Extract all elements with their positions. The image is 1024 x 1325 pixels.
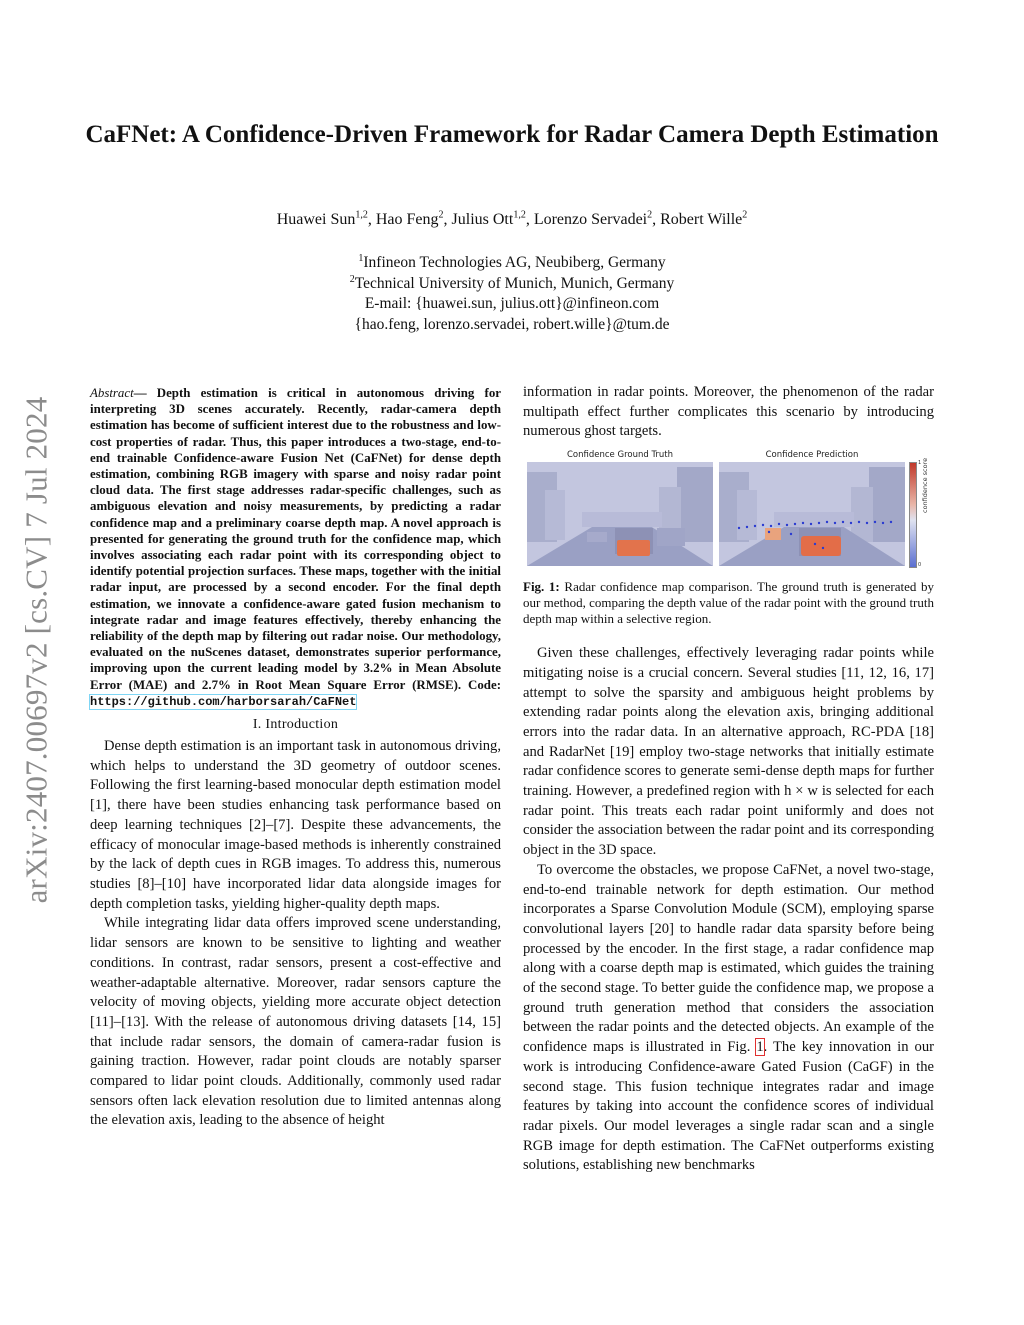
affiliation-text: Technical University of Munich, Munich, Germany: [354, 274, 675, 292]
author-name: Huawei Sun: [276, 211, 356, 228]
affiliation-number: 1: [358, 252, 364, 264]
affiliations-block: [80, 253, 944, 335]
email-line: E-mail: {huawei.sun, julius.ott}@infineon.com: [364, 295, 660, 312]
paragraph: Given these challenges, effectively leveraging radar points while mitigating noise is a crucial concern. Several studies [11, 12, 16, 17] attempt to solve the sparsity and ambiguous height problems by extending radar points along the elevation axis, bringing additional errors into the radar data. In an alternative approach, RC-PDA [18] and RadarNet [19] employ two-stage networks that initially estimate radar confidence scores to generate semi-dense depth maps for further training. However, a predefined region with h × w is selected for each radar point. This treats each radar point uniformly and does not consider the association between the radar point and its corresponding object in the 3D space.: [523, 645, 934, 859]
author-affiliation-mark: 2: [438, 209, 444, 221]
street-scene-ground-truth: [527, 462, 713, 566]
abstract: [90, 385, 501, 710]
author-name: Lorenzo Servadei: [533, 211, 648, 228]
figure-reference-link[interactable]: 1: [756, 1039, 764, 1056]
caption-label: Fig. 1:: [523, 579, 560, 595]
affiliation-text: Infineon Technologies AG, Neubiberg, Germany: [363, 254, 666, 271]
author-affiliation-mark: 2: [647, 209, 653, 221]
affiliation-line: [80, 274, 944, 295]
section-heading: I. Introduction: [252, 717, 339, 733]
caption-text: Radar confidence map comparison. The ground truth is generated by our method, comparing the depth value of the radar point with the ground truth depth map within a selective region.: [523, 579, 934, 627]
abstract-label: Abstract: [90, 386, 134, 400]
author-affiliation-mark: 2: [742, 209, 748, 221]
paragraph-text: To overcome the obstacles, we propose CaFNet, a novel two-stage, end-to-end trainable network for depth estimation. Our method incorporates a Sparse Convolution Module (SCM), employing sparse convolutional layers [20] to handle radar data sparsity before being processed by the encoder. In the first stage, a radar confidence map along with a coarse depth map is estimated, which guides the training of the second stage. To better guide the confidence map, we propose a ground truth generation method that considers the association between the radar points and the detected objects. An example of the confidence maps is illustrated in Fig.: [523, 861, 934, 1056]
introduction-left: [90, 737, 501, 1131]
panel-title-ground-truth: Confidence Ground Truth: [566, 450, 673, 461]
prediction-image: [719, 462, 905, 566]
left-column: [90, 385, 501, 1131]
paragraph: Dense depth estimation is an important task in autonomous driving, which helps to understand the 3D geometry of outdoor scenes. Following the first learning-based monocular depth estimation model [1], there have been studies enhancing task performance based on deep learning techniques [2]–[7]. Despite these advancements, the efficacy of monocular image-based methods is inherently constrained by the lack of depth cues in RGB images. To address this, numerous studies [8]–[10] have incorporated lidar data alongside images for depth completion tasks, yielding higher-quality depth maps.: [90, 738, 501, 912]
colorbar-max-label: 1: [918, 460, 922, 467]
paragraph: While integrating lidar data offers improved scene understanding, lidar sensors are known to be sensitive to lighting and weather conditions. In contrast, radar sensors, present a cost-effective and weather-adaptable alternative. Moreover, radar sensors capture the velocity of moving objects, yielding more accurate object detection [11]–[13]. With the release of autonomous driving datasets [14, 15] that include radar sensors, the domain of camera-radar fusion is gaining traction. However, radar point clouds are notably sparser compared to lidar point clouds. Additionally, commonly used radar sensors often lack elevation resolution due to limited antennas along the elevation axis, leading to the absence of height: [90, 915, 501, 1129]
colorbar-min-label: 0: [918, 562, 922, 569]
colorbar: [909, 462, 917, 568]
ground-truth-image: [527, 462, 713, 566]
street-scene-prediction: [719, 462, 905, 566]
introduction-right-top: [523, 383, 934, 442]
author-name: Hao Feng: [375, 211, 439, 228]
right-column: [523, 383, 934, 1176]
paragraph: [523, 861, 934, 1176]
figure-panels: Confidence Ground Truth Confidence Prediction 1 0 confidence score: [523, 450, 934, 568]
author-affiliation-mark: 1,2: [513, 209, 526, 221]
affiliation-line: [80, 253, 944, 274]
email-line: {hao.feng, lorenzo.servadei, robert.wille}@tum.de: [354, 315, 670, 333]
author-list: Huawei Sun$^{1,2}$, Hao Feng$^2$, Julius Ott$^{1,2}$, Lorenzo Servadei$^2$, Robert Wille$^2$: [276, 209, 748, 228]
paragraph-text: . The key innovation in our work is introducing Confidence-aware Gated Fusion (CaGF) in the second stage. This fusion technique integrates radar and image features by taking into account the confidence scores of individual radar pixels. Our model leverages a single radar scan and a single RGB image for depth estimation. The CaFNet outperforms existing solutions, establishing new benchmarks: [523, 1039, 934, 1174]
introduction-right-bottom: [523, 644, 934, 1176]
paragraph: information in radar points. Moreover, the phenomenon of the radar multipath effect further complicates this scenario by introducing numerous ghost targets.: [523, 384, 934, 440]
arxiv-identifier-text: arXiv:2407.00697v2 [cs.CV] 7 Jul 2024: [18, 396, 53, 904]
arxiv-identifier: [14, 374, 58, 926]
affiliation-number: 2: [349, 273, 355, 285]
paper-title: CaFNet: A Confidence-Driven Framework for Radar Camera Depth Estimation: [85, 121, 939, 148]
abstract-text: — Depth estimation is critical in autonomous driving for interpreting 3D scenes accurately. Recently, radar-camera depth estimation has become of sufficient interest due to the robustness and low-cost properties of radar. Thus, this paper introduces a two-stage, end-to-end trainable Confidence-aware Fusion Net (CaFNet) for dense depth estimation, combining RGB imagery with sparse and noisy radar point cloud data. The first stage addresses radar-specific challenges, such as ambiguous elevation and noisy measurements, by predicting a radar confidence map and a preliminary coarse depth map. A novel approach is presented for generating the ground truth for the confidence map, which involves associating each radar point with its corresponding object to identify potential projection surfaces. These maps, together with the initial radar input, are processed by a second encoder. For the final depth estimation, we innovate a confidence-aware gated fusion mechanism to integrate radar and image features effectively, thereby enhancing the reliability of the depth map by filtering out radar noise. Our methodology, evaluated on the nuScenes dataset, demonstrates superior performance, improving upon the current leading model by 3.2% in Mean Absolute Error (MAE) and 2.7% in Root Mean Square Error (RMSE). Code:: [90, 386, 501, 692]
figure-1: [523, 450, 934, 627]
author-name: Robert Wille: [660, 211, 743, 228]
figure-caption: [523, 579, 934, 627]
panel-title-prediction: Confidence Prediction: [765, 450, 859, 461]
code-link[interactable]: https://github.com/harborsarah/CaFNet: [90, 694, 357, 709]
author-affiliation-mark: 1,2: [355, 209, 368, 221]
author-name: Julius Ott: [451, 211, 514, 228]
